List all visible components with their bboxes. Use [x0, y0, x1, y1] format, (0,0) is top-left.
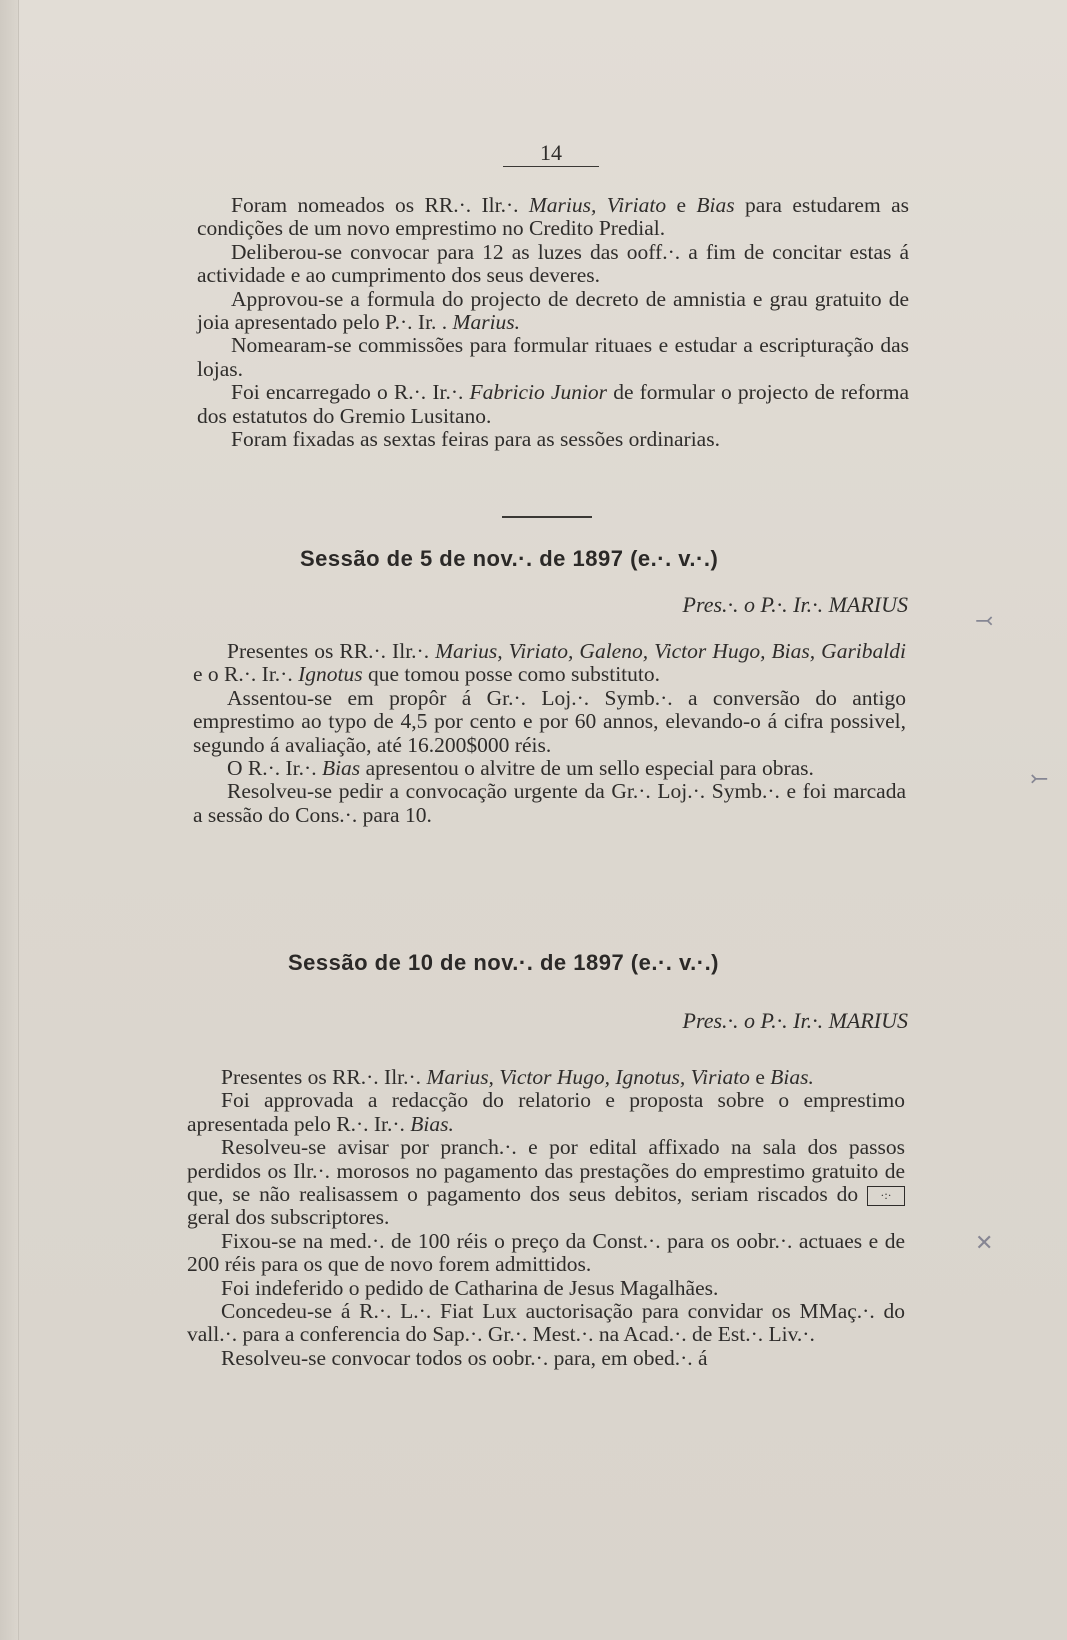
page-edge — [0, 0, 19, 1640]
session2-paragraph-3: Resolveu-se avisar por pranch.·. e por edital affixado na sala dos passos perdidos os Ilr.·. morosos no pagamento das prestações do emprestimo gratuito de que, se não realisassem o pagamento dos seus debitos, seriam riscados do ·:· geral dos subscriptores. — [187, 1135, 905, 1230]
intro-block — [197, 194, 909, 451]
intro-paragraph-6: Foram fixadas as sextas feiras para as sessões ordinarias. — [231, 427, 720, 452]
square-symbol-icon: ·:· — [867, 1186, 905, 1206]
margin-mark-icon: ⤙ — [975, 608, 994, 633]
session1-paragraph-4: Resolveu-se pedir a convocação urgente da Gr.·. Loj.·. Symb.·. e foi marcada a sessão do Cons.·. para 10. — [193, 779, 906, 827]
session-president-1: Pres.·. o P.·. Ir.·. MARIUS — [682, 592, 908, 617]
session2-block — [187, 1066, 905, 1370]
session1-paragraph-2: Assentou-se em propôr á Gr.·. Loj.·. Symb.·. a conversão do antigo emprestimo ao typo de 4,5 por cento e por 60 annos, elevando-o á cifra possivel, segundo á avaliação, até 16.200$000 réis. — [193, 685, 906, 757]
session1-paragraph-3: O R.·. Ir.·. Bias apresentou o alvitre de um sello especial para obras. — [227, 756, 814, 781]
session-heading-2: Sessão de 10 de nov.·. de 1897 (e.·. v.·.) — [288, 950, 720, 975]
section-separator — [502, 516, 592, 518]
session2-paragraph-5: Foi indeferido o pedido de Catharina de Jesus Magalhães. — [221, 1275, 719, 1300]
intro-paragraph-1: Foram nomeados os RR.·. Ilr.·. Marius, Viriato e Bias para estudarem as condições de um novo emprestimo no Credito Predial. — [197, 193, 909, 241]
session2-paragraph-7: Resolveu-se convocar todos os oobr.·. para, em obed.·. á — [221, 1345, 708, 1370]
intro-paragraph-2: Deliberou-se convocar para 12 as luzes das ooff.·. a fim de concitar estas á actividade e ao cumprimento dos seus deveres. — [197, 239, 909, 288]
intro-paragraph-3: Approvou-se a formula do projecto de decreto de amnistia e grau gratuito de joia apresentado pelo P.·. Ir. . Marius. — [197, 286, 909, 335]
session1-paragraph-1: Presentes os RR.·. Ilr.·. Marius, Viriato, Galeno, Victor Hugo, Bias, Garibaldi e o R.·. Ir.·. Ignotus que tomou posse como substituto. — [193, 639, 906, 687]
session2-paragraph-4: Fixou-se na med.·. de 100 réis o preço da Const.·. para os oobr.·. actuaes e de 200 réis para os que de novo forem admittidos. — [187, 1228, 905, 1277]
session-heading-1: Sessão de 5 de nov.·. de 1897 (e.·. v.·.) — [300, 546, 719, 571]
page-number-rule — [503, 166, 599, 167]
intro-paragraph-4: Nomearam-se commissões para formular rituaes e estudar a escripturação das lojas. — [197, 333, 909, 381]
margin-mark-icon: ✕ — [975, 1230, 994, 1255]
session2-paragraph-2: Foi approvada a redacção do relatorio e proposta sobre o emprestimo apresentada pelo R.·. Ir.·. Bias. — [187, 1088, 905, 1136]
page-number: 14 — [540, 140, 562, 165]
margin-mark-icon: ⤚ — [1030, 766, 1049, 791]
session1-block — [193, 640, 906, 827]
session2-paragraph-1: Presentes os RR.·. Ilr.·. Marius, Victor Hugo, Ignotus, Viriato e Bias. — [221, 1065, 814, 1089]
session2-paragraph-6: Concedeu-se á R.·. L.·. Fiat Lux auctorisação para convidar os MMaç.·. do vall.·. para a conferencia do Sap.·. Gr.·. Mest.·. na Acad.·. de Est.·. Liv.·. — [187, 1299, 905, 1347]
session-president-2: Pres.·. o P.·. Ir.·. MARIUS — [682, 1008, 908, 1033]
intro-paragraph-5: Foi encarregado o R.·. Ir.·. Fabricio Junior de formular o projecto de reforma dos estatutos do Gremio Lusitano. — [197, 380, 909, 428]
